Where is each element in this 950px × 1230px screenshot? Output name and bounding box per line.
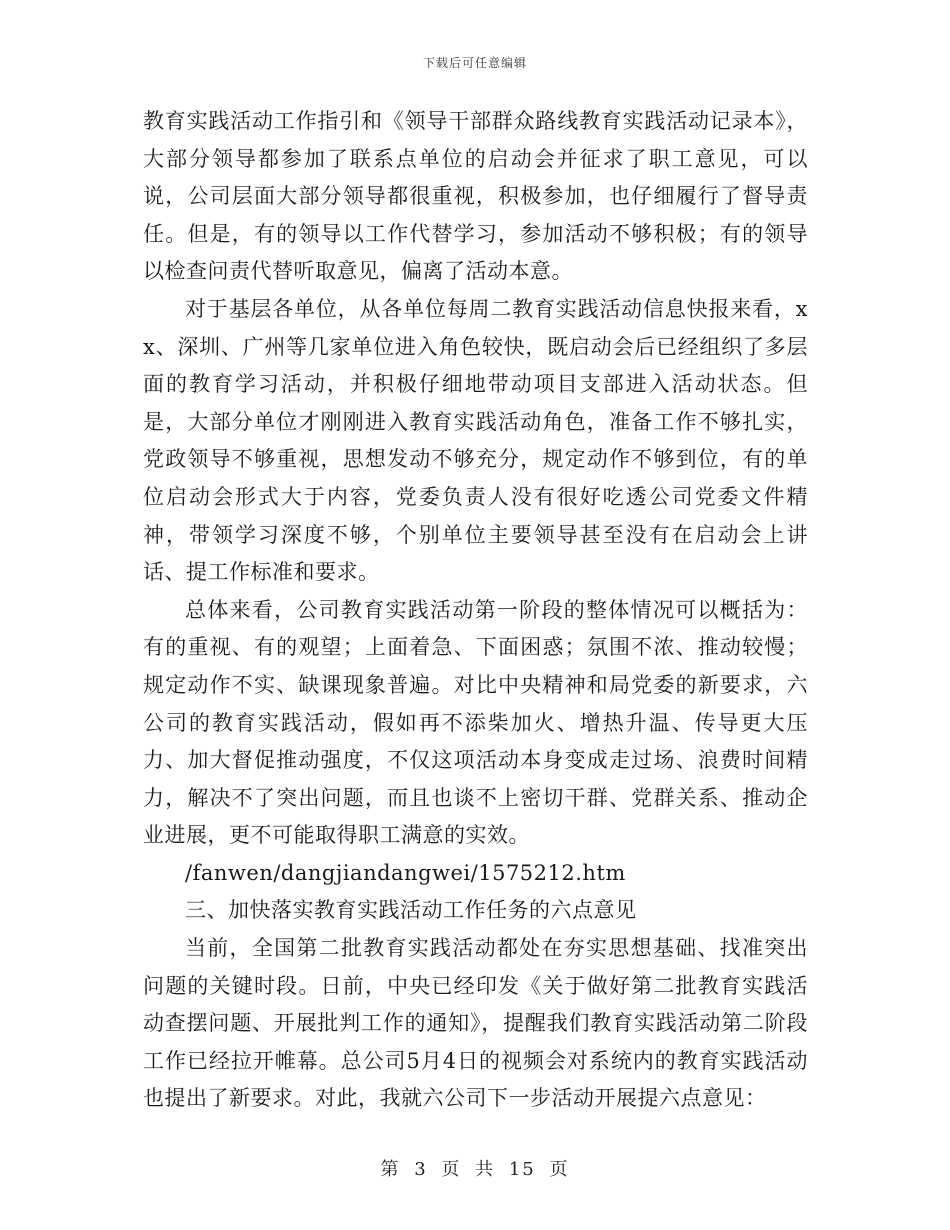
paragraph-1: 教育实践活动工作指引和《领导干部群众路线教育实践活动记录本》，大部分领导都参加了联系点单位的启动会并征求了职工意见，可以说，公司层面大部分领导都很重视，积极参加，也仔细履行了督导责任。但是，有的领导以工作代替学习，参加活动不够积极；有的领导以检查问责代替听取意见，偏离了活动本意。 [143, 109, 808, 284]
section-heading: 三、加快落实教育实践活动工作任务的六点意见 [185, 898, 637, 923]
url-line: /fanwen/dangjiandangwei/1575212.htm [185, 860, 626, 885]
page-number-footer: 第 3 页 共 15 页 [380, 1159, 570, 1180]
page-header: 下载后可任意编辑 [422, 56, 527, 70]
document-body [143, 103, 808, 1118]
paragraph-4: 当前，全国第二批教育实践活动都处在夯实思想基础、找准突出问题的关键时段。日前，中央已经印发《关于做好第二批教育实践活动查摆问题、开展批判工作的通知》，提醒我们教育实践活动第二阶段工作已经拉开帷幕。总公司5月4日的视频会对系统内的教育实践活动也提出了新要求。对此，我就六公司下一步活动开展提六点意见： [143, 936, 808, 1111]
paragraph-2: 对于基层各单位，从各单位每周二教育实践活动信息快报来看，xx、深圳、广州等几家单位进入角色较快，既启动会后已经组织了多层面的教育学习活动，并积极仔细地带动项目支部进入活动状态。但是，大部分单位才刚刚进入教育实践活动角色，准备工作不够扎实，党政领导不够重视，思想发动不够充分，规定动作不够到位，有的单位启动会形式大于内容，党委负责人没有很好吃透公司党委文件精神，带领学习深度不够，个别单位主要领导甚至没有在启动会上讲话、提工作标准和要求。 [143, 296, 808, 585]
paragraph-3: 总体来看，公司教育实践活动第一阶段的整体情况可以概括为：有的重视、有的观望；上面着急、下面困惑；氛围不浓、推动较慢；规定动作不实、缺课现象普遍。对比中央精神和局党委的新要求，六公司的教育实践活动，假如再不添柴加火、增热升温、传导更大压力、加大督促推动强度，不仅这项活动本身变成走过场、浪费时间精力，解决不了突出问题，而且也谈不上密切干群、党群关系、推动企业进展，更不可能取得职工满意的实效。 [143, 597, 808, 848]
